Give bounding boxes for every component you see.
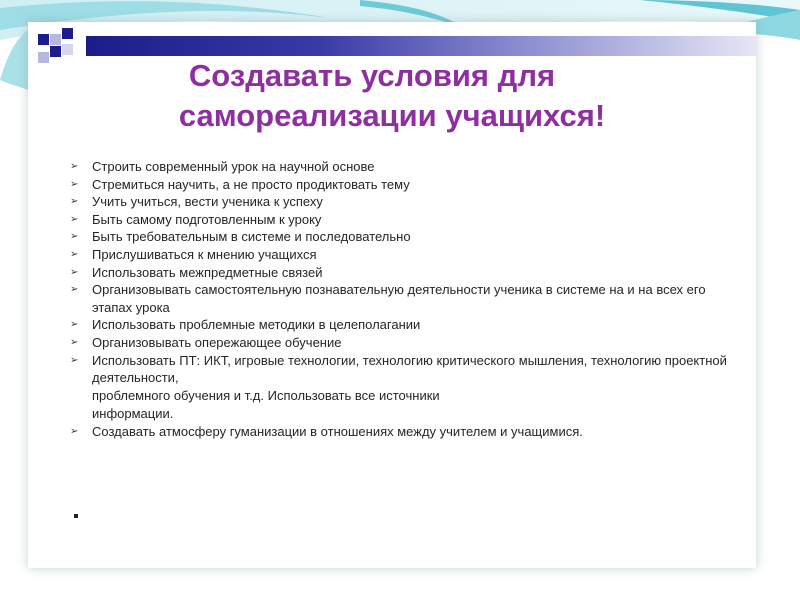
list-item: [70, 316, 730, 334]
arrowhead-bullet-icon: ➢: [70, 319, 79, 331]
list-item: [70, 158, 730, 176]
arrowhead-bullet-icon: ➢: [70, 425, 79, 437]
arrowhead-bullet-icon: ➢: [70, 284, 79, 296]
list-item-text: Учить учиться, вести ученика к успеху: [92, 194, 323, 210]
list-item-text: Строить современный урок на научной основе: [92, 159, 375, 174]
list-item: [70, 211, 730, 229]
list-item-text: Использовать ПТ: ИКТ, игровые технологии, технологию критического мышления, технологию проектной деятельности,: [92, 352, 727, 386]
list-item-text: Стремиться научить, а не просто продиктовать тему: [92, 176, 410, 192]
title-line-1: Создавать условия для: [188, 58, 556, 93]
decor-square: [62, 44, 73, 55]
list-item: [70, 246, 730, 264]
list-item: [70, 281, 730, 316]
arrowhead-bullet-icon: ➢: [70, 161, 79, 172]
list-item-text: Организовывать самостоятельную познавательную деятельности ученика в системе на и на всех его этапах урока: [92, 282, 706, 315]
list-item-text: Организовывать опережающее обучение: [92, 334, 342, 350]
list-item: [70, 228, 730, 246]
list-item: [70, 264, 730, 282]
slide-content: [28, 22, 756, 568]
decor-square: [62, 28, 73, 39]
bullet-list: [70, 158, 730, 440]
empty-bullet-square: [74, 514, 78, 518]
slide-title: [28, 56, 756, 136]
list-item-text: Быть требовательным в системе и последовательно: [92, 229, 411, 245]
list-item: [70, 405, 730, 423]
list-item-text: Прислушиваться к мнению учащихся: [92, 246, 317, 262]
list-item-text: информации.: [92, 405, 174, 421]
list-item-text: Быть самому подготовленным к уроку: [92, 211, 322, 227]
list-item: [70, 176, 730, 194]
list-item: [70, 334, 730, 352]
list-item-text: проблемного обучения и т.д. Использовать все источники: [92, 387, 440, 403]
arrowhead-bullet-icon: ➢: [70, 231, 79, 243]
arrowhead-bullet-icon: ➢: [70, 178, 79, 190]
header-decoration-bar: [86, 36, 756, 56]
arrowhead-bullet-icon: ➢: [70, 354, 79, 366]
decor-square: [50, 34, 61, 45]
list-item-text: Использовать межпредметные связей: [92, 264, 323, 280]
title-line-2: самореализации учащихся!: [178, 98, 606, 133]
decor-square: [38, 34, 49, 45]
arrowhead-bullet-icon: ➢: [70, 266, 79, 278]
arrowhead-bullet-icon: ➢: [70, 336, 79, 348]
list-item: [70, 387, 730, 405]
list-item-text: Использовать проблемные методики в целеполагании: [92, 317, 421, 333]
arrowhead-bullet-icon: ➢: [70, 248, 79, 260]
list-item: [70, 193, 730, 211]
list-item: [70, 423, 730, 441]
arrowhead-bullet-icon: ➢: [70, 196, 79, 208]
list-item-text: Создавать атмосферу гуманизации в отношениях между учителем и учащимися.: [92, 423, 583, 439]
list-item: [70, 352, 730, 387]
arrowhead-bullet-icon: ➢: [70, 213, 79, 225]
